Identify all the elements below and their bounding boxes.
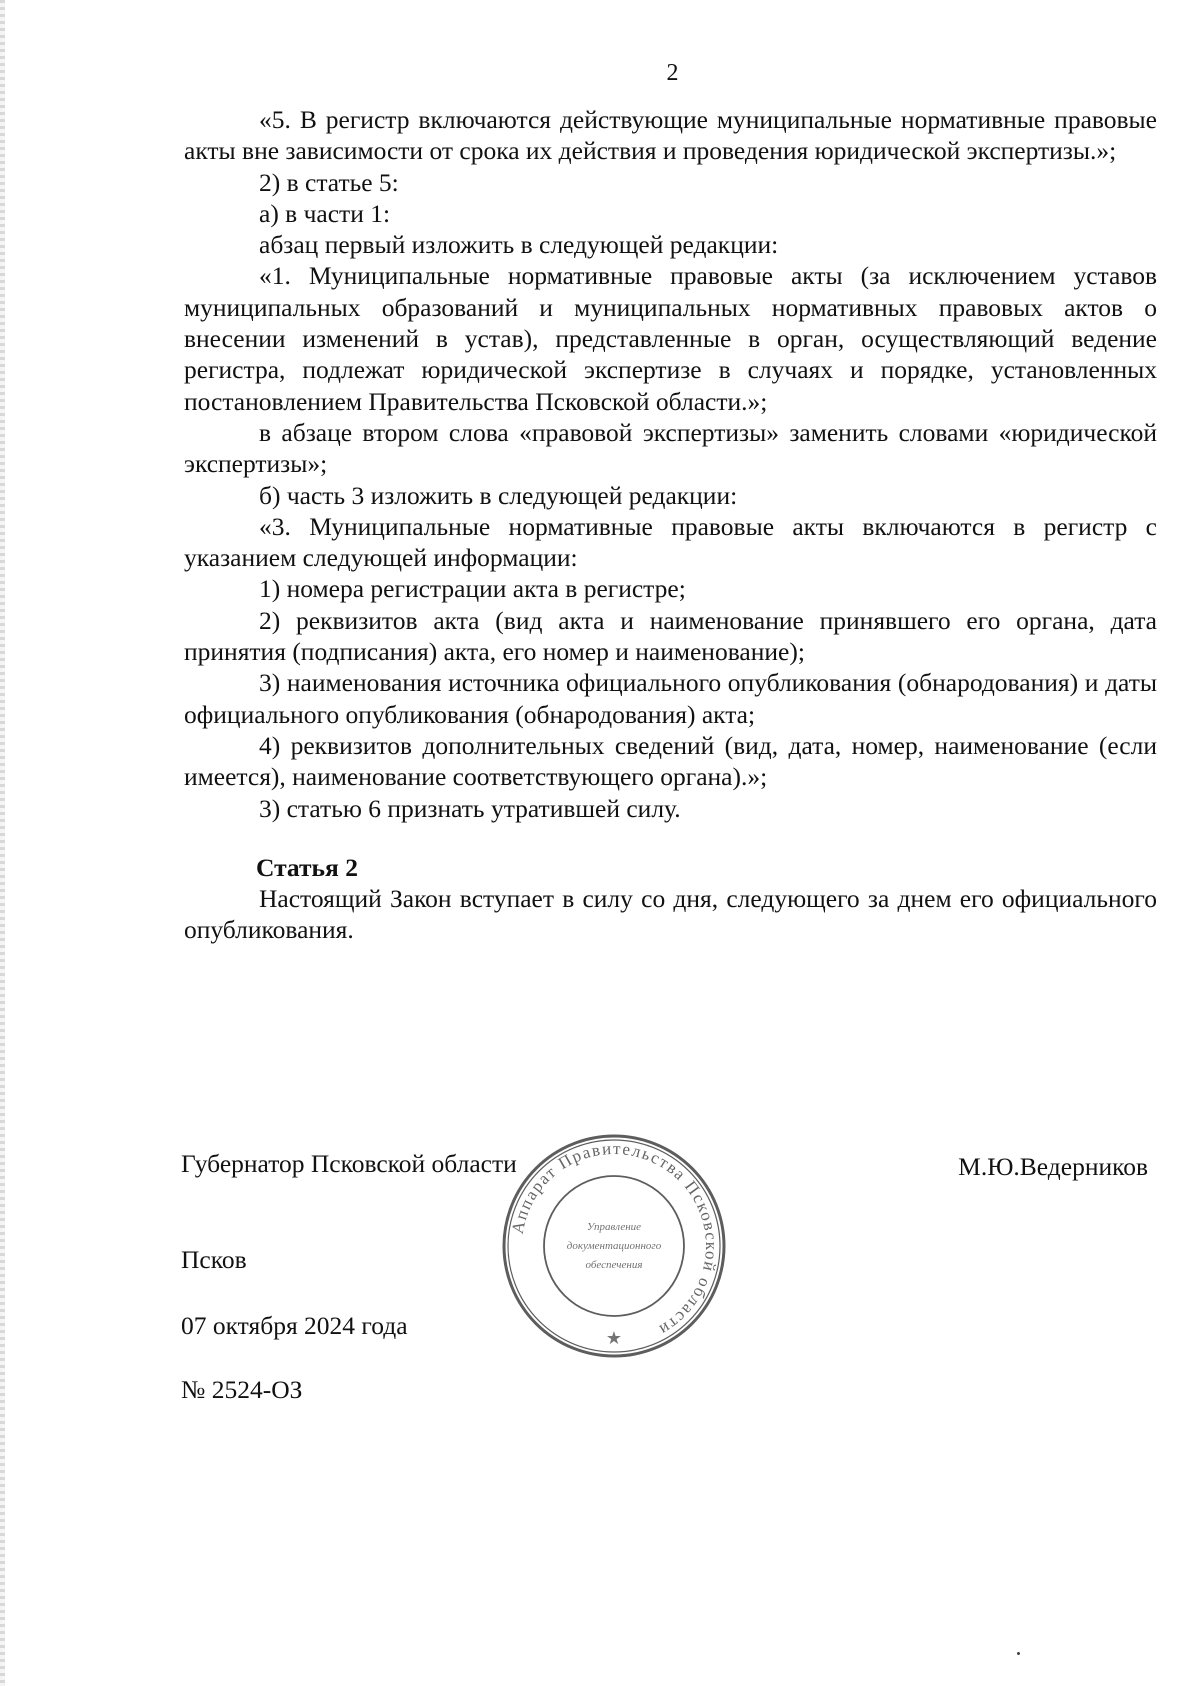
- official-seal: [498, 1130, 730, 1362]
- scan-speck: [1017, 1652, 1020, 1655]
- paragraph: абзац первый изложить в следующей редакции:: [259, 230, 779, 260]
- paragraph: 3) наименования источника официального опубликования (обнародования) и даты официального опубликования (обнародования) акта;: [184, 668, 1157, 729]
- paragraph: «3. Муниципальные нормативные правовые акты включаются в регистр с указанием следующей информации:: [184, 511, 1157, 573]
- paragraph: «1. Муниципальные нормативные правовые акты (за исключением уставов муниципальных образований и муниципальных нормативных правовых актов о внесении изменений в устав), представленные в орган, осуществляющий ведение регистра, подлежат юридической экспертизе в случаях и порядке, установленных постановлением Правительства Псковской области.»;: [184, 261, 1157, 416]
- paragraph: 2) в статье 5:: [259, 167, 399, 197]
- paragraph: а) в части 1:: [259, 198, 391, 228]
- paragraph: 3) статью 6 признать утратившей силу.: [259, 793, 681, 823]
- signatory-name: М.Ю.Ведерников: [958, 1152, 1148, 1181]
- paragraph: в абзаце втором слова «правовой экспертизы» заменить словами «юридической экспертизы»;: [184, 417, 1157, 479]
- seal-inner-line: Управление: [586, 1221, 642, 1233]
- seal-inner-line: обеспечения: [585, 1259, 643, 1271]
- article-text: Настоящий Закон вступает в силу со дня, следующего за днем его официального опубликования.: [184, 884, 1157, 945]
- law-number: № 2524-ОЗ: [181, 1375, 303, 1404]
- scan-edge: [0, 0, 5, 1686]
- paragraph: «5. В регистр включаются действующие муниципальные нормативные правовые акты вне зависимости от срока их действия и проведения юридической экспертизы.»;: [184, 105, 1157, 166]
- seal-outer-text: Аппарат Правительства Псковской области: [507, 1138, 722, 1341]
- seal-star-icon: ★: [605, 1328, 623, 1348]
- body-text: [184, 104, 1157, 946]
- page-number: 2: [666, 60, 679, 86]
- signing-date: 07 октября 2024 года: [181, 1311, 408, 1340]
- paragraph: 4) реквизитов дополнительных сведений (вид, дата, номер, наименование (если имеется), наименование соответствующего органа).»;: [184, 730, 1157, 792]
- article-heading: Статья 2: [256, 852, 358, 882]
- place-of-signing: Псков: [181, 1245, 247, 1274]
- paragraph: 1) номера регистрации акта в регистре;: [259, 574, 686, 604]
- paragraph: б) часть 3 изложить в следующей редакции:: [259, 480, 738, 510]
- seal-inner-line: документационного: [566, 1240, 662, 1252]
- paragraph: 2) реквизитов акта (вид акта и наименование принявшего его органа, дата принятия (подписания) акта, его номер и наименование);: [184, 605, 1157, 667]
- signatory-title: Губернатор Псковской области: [181, 1149, 517, 1178]
